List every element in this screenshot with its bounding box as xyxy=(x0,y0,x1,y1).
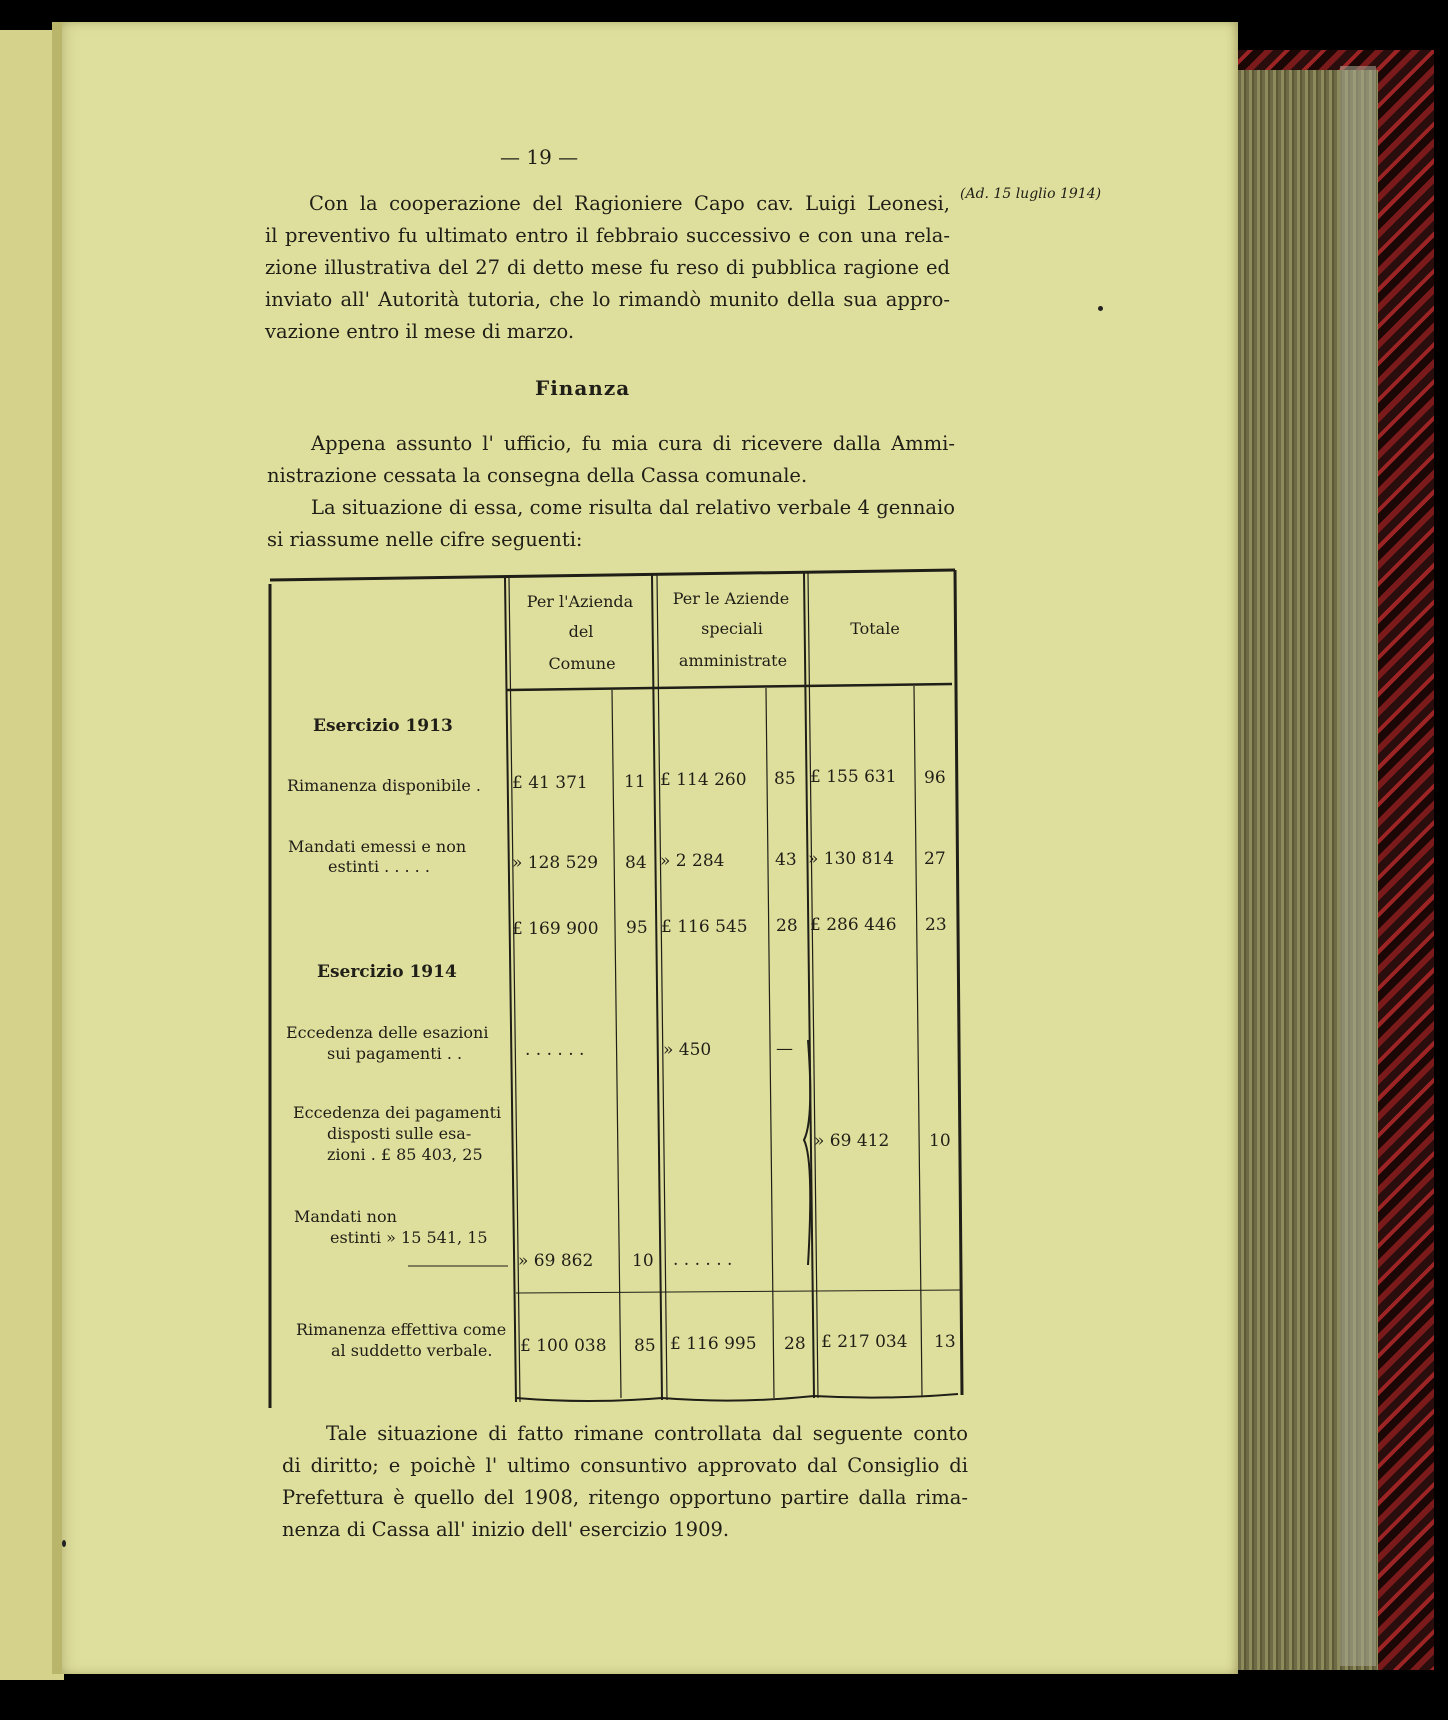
cents-speciali: — xyxy=(776,1039,793,1059)
closing-line: Prefettura è quello del 1908, ritengo opportuno partire dalla rima- xyxy=(282,1486,968,1509)
cents-comune: 11 xyxy=(624,772,646,792)
dots-speciali: . . . . . . xyxy=(673,1250,733,1270)
page-speck xyxy=(62,1540,66,1547)
row-label: Eccedenza dei pagamenti xyxy=(293,1103,502,1122)
esercizio-1914: Esercizio 1914 xyxy=(317,962,457,982)
cents-speciali: 28 xyxy=(776,916,798,936)
intro-line: zione illustrativa del 27 di detto mese fu reso di pubblica ragione ed xyxy=(265,256,950,279)
table-top-rule xyxy=(270,570,955,580)
table-rules xyxy=(270,570,962,1408)
amount-speciali: » 2 284 xyxy=(660,851,725,871)
header-speciali: Per le Aziende xyxy=(672,589,790,608)
header-comune: Per l'Azienda xyxy=(526,592,634,611)
table-bottom-rule xyxy=(516,1394,958,1401)
esercizio-1913: Esercizio 1913 xyxy=(313,716,453,736)
row-label: Rimanenza disponibile . xyxy=(287,776,481,795)
amount-totale: » 130 814 xyxy=(808,849,895,869)
dots-comune: . . . . . . xyxy=(525,1040,585,1060)
closing-line: nenza di Cassa all' inizio dell' esercizio 1909. xyxy=(282,1518,730,1541)
header-speciali: speciali xyxy=(701,619,763,638)
finanza-line: Appena assunto l' ufficio, fu mia cura di ricevere dalla Ammi- xyxy=(311,432,955,455)
cents-totale: 96 xyxy=(924,768,946,788)
closing-line: Tale situazione di fatto rimane controllata dal seguente conto xyxy=(326,1422,968,1445)
cents-comune: 84 xyxy=(625,853,647,873)
cents-rule xyxy=(914,686,922,1396)
cents-speciali: 85 xyxy=(774,769,796,789)
cents-comune: 95 xyxy=(626,918,648,938)
row-label: Mandati non xyxy=(294,1207,397,1226)
row-label: Rimanenza effettiva come xyxy=(296,1320,507,1339)
page-number: — 19 — xyxy=(500,145,579,169)
cents-totale: 10 xyxy=(929,1131,951,1151)
intro-line: Con la cooperazione del Ragioniere Capo cav. Luigi Leonesi, xyxy=(309,192,950,215)
cents-totale: 13 xyxy=(934,1332,956,1352)
cents-comune: 10 xyxy=(632,1251,654,1271)
amount-comune: £ 41 371 xyxy=(512,773,588,793)
closing-line: di diritto; e poichè l' ultimo consuntivo approvato dal Consiglio di xyxy=(282,1454,968,1477)
amount-comune: » 128 529 xyxy=(512,853,599,873)
cents-totale: 23 xyxy=(925,915,947,935)
finanza-line: si riassume nelle cifre seguenti: xyxy=(267,528,583,551)
cents-speciali: 43 xyxy=(775,850,797,870)
header-totale: Totale xyxy=(850,619,900,638)
row-label: estinti . . . . . xyxy=(328,857,430,876)
finanza-line: nistrazione cessata la consegna della Cassa comunale. xyxy=(267,464,808,487)
amount-totale: £ 217 034 xyxy=(821,1332,908,1352)
row-label: disposti sulle esa- xyxy=(327,1124,472,1143)
cents-speciali: 28 xyxy=(784,1334,806,1354)
page-speck xyxy=(1098,306,1103,311)
intro-line: inviato all' Autorità tutoria, che lo rimandò munito della sua appro- xyxy=(265,288,950,311)
total-rule xyxy=(516,1290,960,1293)
amount-comune: » 69 862 xyxy=(518,1251,594,1271)
row-label: al suddetto verbale. xyxy=(331,1341,493,1360)
row-label: Eccedenza delle esazioni xyxy=(286,1023,489,1042)
col-rule xyxy=(652,575,662,1400)
finanza-line: La situazione di essa, come risulta dal relativo verbale 4 gennaio xyxy=(311,496,955,519)
row-label: estinti » 15 541, 15 xyxy=(330,1228,488,1247)
amount-speciali: £ 114 260 xyxy=(660,770,747,790)
row-label: sui pagamenti . . xyxy=(327,1044,463,1063)
bracket xyxy=(804,1040,810,1265)
amount-totale: £ 286 446 xyxy=(810,915,897,935)
amount-speciali: » 450 xyxy=(663,1040,712,1060)
amount-speciali: £ 116 995 xyxy=(670,1334,757,1354)
amount-comune: £ 100 038 xyxy=(520,1336,607,1356)
cents-totale: 27 xyxy=(924,849,946,869)
cents-comune: 85 xyxy=(634,1336,656,1356)
header-comune: del xyxy=(568,622,594,641)
amount-comune: £ 169 900 xyxy=(512,919,599,939)
header-speciali: amministrate xyxy=(678,651,788,670)
amount-totale: » 69 412 xyxy=(814,1131,890,1151)
col-rule xyxy=(657,575,667,1400)
intro-line: il preventivo fu ultimato entro il febbraio successivo e con una rela- xyxy=(265,224,950,247)
row-label: zioni . £ 85 403, 25 xyxy=(327,1145,483,1164)
closing-paragraph xyxy=(282,1418,968,1546)
section-heading: Finanza xyxy=(535,376,631,400)
header-rule xyxy=(507,684,952,690)
margin-note: (Ad. 15 luglio 1914) xyxy=(960,186,1102,202)
intro-line: vazione entro il mese di marzo. xyxy=(265,320,575,343)
amount-speciali: £ 116 545 xyxy=(661,917,748,937)
row-label: Mandati emessi e non xyxy=(288,837,467,856)
amount-totale: £ 155 631 xyxy=(810,767,897,787)
table-right-rule xyxy=(955,570,962,1395)
header-comune: Comune xyxy=(548,654,616,673)
